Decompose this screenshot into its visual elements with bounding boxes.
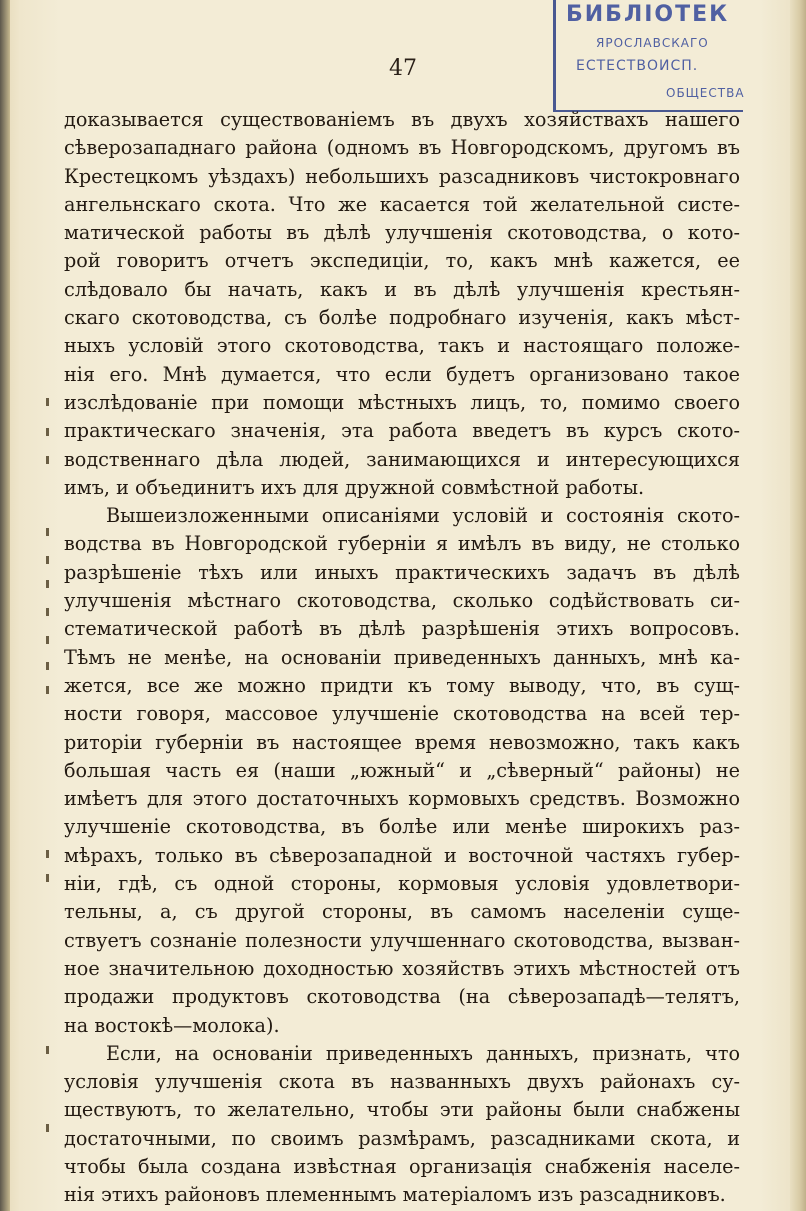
paragraph-end-line: на востокѣ—молока). [64, 1013, 280, 1037]
stamp-line-2: ЯРОСЛАВСКАГО [596, 36, 709, 50]
margin-mark [46, 850, 49, 858]
text-line: достаточными, по своимъ размѣрамъ, разсадниками скота, и [64, 1126, 740, 1150]
text-line: практическаго значенія, эта работа введетъ въ курсъ ското- [64, 419, 740, 443]
text-line: водственнаго дѣла людей, занимающихся и интересующихся [64, 447, 740, 471]
text-line: большая часть ея (наши „южный“ и „сѣверный“ районы) не [64, 758, 740, 782]
binding-shadow [0, 0, 10, 1211]
paragraph-end-line: нія этихъ районовъ племеннымъ матеріаломъ изъ разсадниковъ. [64, 1183, 726, 1207]
margin-mark [46, 608, 49, 616]
text-line: стематической работѣ въ дѣлѣ разрѣшенія этихъ вопросовъ. [64, 617, 740, 641]
margin-mark [46, 556, 49, 564]
stamp-line-4: ОБЩЕСТВА [666, 86, 745, 100]
margin-mark [46, 1124, 49, 1132]
margin-mark [46, 456, 49, 464]
margin-mark [46, 874, 49, 882]
margin-mark [46, 580, 49, 588]
text-line: продажи продуктовъ скотоводства (на сѣверозападѣ—телятъ, [64, 985, 740, 1009]
margin-mark [46, 662, 49, 670]
text-line: мѣрахъ, только въ сѣверозападной и восточной частяхъ губер- [64, 843, 740, 867]
text-line: Крестецкомъ уѣздахъ) небольшихъ разсадниковъ чистокровнаго [64, 164, 740, 188]
text-line: ности говоря, массовое улучшеніе скотоводства на всей тер- [64, 702, 740, 726]
margin-mark [46, 428, 49, 436]
text-line: имѣетъ для этого достаточныхъ кормовыхъ средствъ. Возможно [64, 787, 740, 811]
text-line: условія улучшенія скота въ названныхъ двухъ районахъ су- [64, 1070, 740, 1094]
text-line: чтобы была создана извѣстная организація снабженія населе- [64, 1154, 740, 1178]
margin-mark [46, 1046, 49, 1054]
text-line: Тѣмъ не менѣе, на основаніи приведенныхъ данныхъ, мнѣ ка- [64, 645, 740, 669]
margin-mark [46, 528, 49, 536]
text-line: ное значительною доходностью хозяйствъ этихъ мѣстностей отъ [64, 956, 740, 980]
stamp-line-3: ЕСТЕСТВОИСП. [576, 58, 699, 74]
text-line: жется, все же можно придти къ тому выводу, что, въ сущ- [64, 673, 740, 697]
page-number: 47 [389, 56, 417, 81]
text-line: улучшеніе скотоводства, въ болѣе или менѣе широкихъ раз- [64, 815, 740, 839]
paragraph-start-line: Вышеизложенными описаніями условій и состоянія ското- [106, 504, 740, 528]
text-line: изслѣдованіе при помощи мѣстныхъ лицъ, то, помимо своего [64, 390, 740, 414]
text-line: риторіи губерніи въ настоящее время невозможно, такъ какъ [64, 730, 740, 754]
text-line: улучшенія мѣстнаго скотоводства, сколько содѣйствовать си- [64, 589, 740, 613]
text-line: сѣверозападнаго района (одномъ въ Новгородскомъ, другомъ въ [64, 136, 740, 160]
margin-mark [46, 398, 49, 406]
text-line [64, 106, 740, 134]
page-edge-shadow [790, 0, 806, 1211]
text-line: ніи, гдѣ, съ одной стороны, кормовыя условія удовлетвори- [64, 872, 740, 896]
text-line: ангельнскаго скота. Что же касается той желательной систе- [64, 192, 740, 216]
stamp-line-1: БИБЛІОТЕК [566, 2, 730, 27]
text-line: матической работы въ дѣлѣ улучшенія скотоводства, о кото- [64, 221, 740, 245]
body-text [64, 106, 740, 1210]
text-line-start: доказывается существованіемъ въ двухъ хозяйствахъ нашего [64, 108, 740, 131]
paragraph-end-line: имъ, и объединитъ ихъ для дружной совмѣстной работы. [64, 475, 645, 499]
text-line: нія его. Мнѣ думается, что если будетъ организовано такое [64, 362, 740, 386]
text-line: ществуютъ, то желательно, чтобы эти районы были снабжены [64, 1098, 740, 1122]
text-line: рой говоритъ отчетъ экспедиціи, то, какъ мнѣ кажется, ее [64, 249, 740, 273]
margin-mark [46, 686, 49, 694]
text-line: скаго скотоводства, съ болѣе подробнаго изученія, какъ мѣст- [64, 306, 740, 330]
text-line: слѣдовало бы начать, какъ и въ дѣлѣ улучшенія крестьян- [64, 277, 740, 301]
text-line: ныхъ условій этого скотоводства, такъ и настоящаго положе- [64, 334, 740, 358]
text-line: тельны, а, съ другой стороны, въ самомъ населеніи суще- [64, 900, 740, 924]
paragraph-start-line: Если, на основаніи приведенныхъ данныхъ, признать, что [106, 1041, 740, 1065]
margin-mark [46, 636, 49, 644]
text-line: водства въ Новгородской губерніи я имѣлъ въ виду, не столько [64, 532, 740, 556]
text-line: ствуетъ сознаніе полезности улучшеннаго скотоводства, вызван- [64, 928, 740, 952]
text-line: разрѣшеніе тѣхъ или иныхъ практическихъ задачъ въ дѣлѣ [64, 560, 740, 584]
